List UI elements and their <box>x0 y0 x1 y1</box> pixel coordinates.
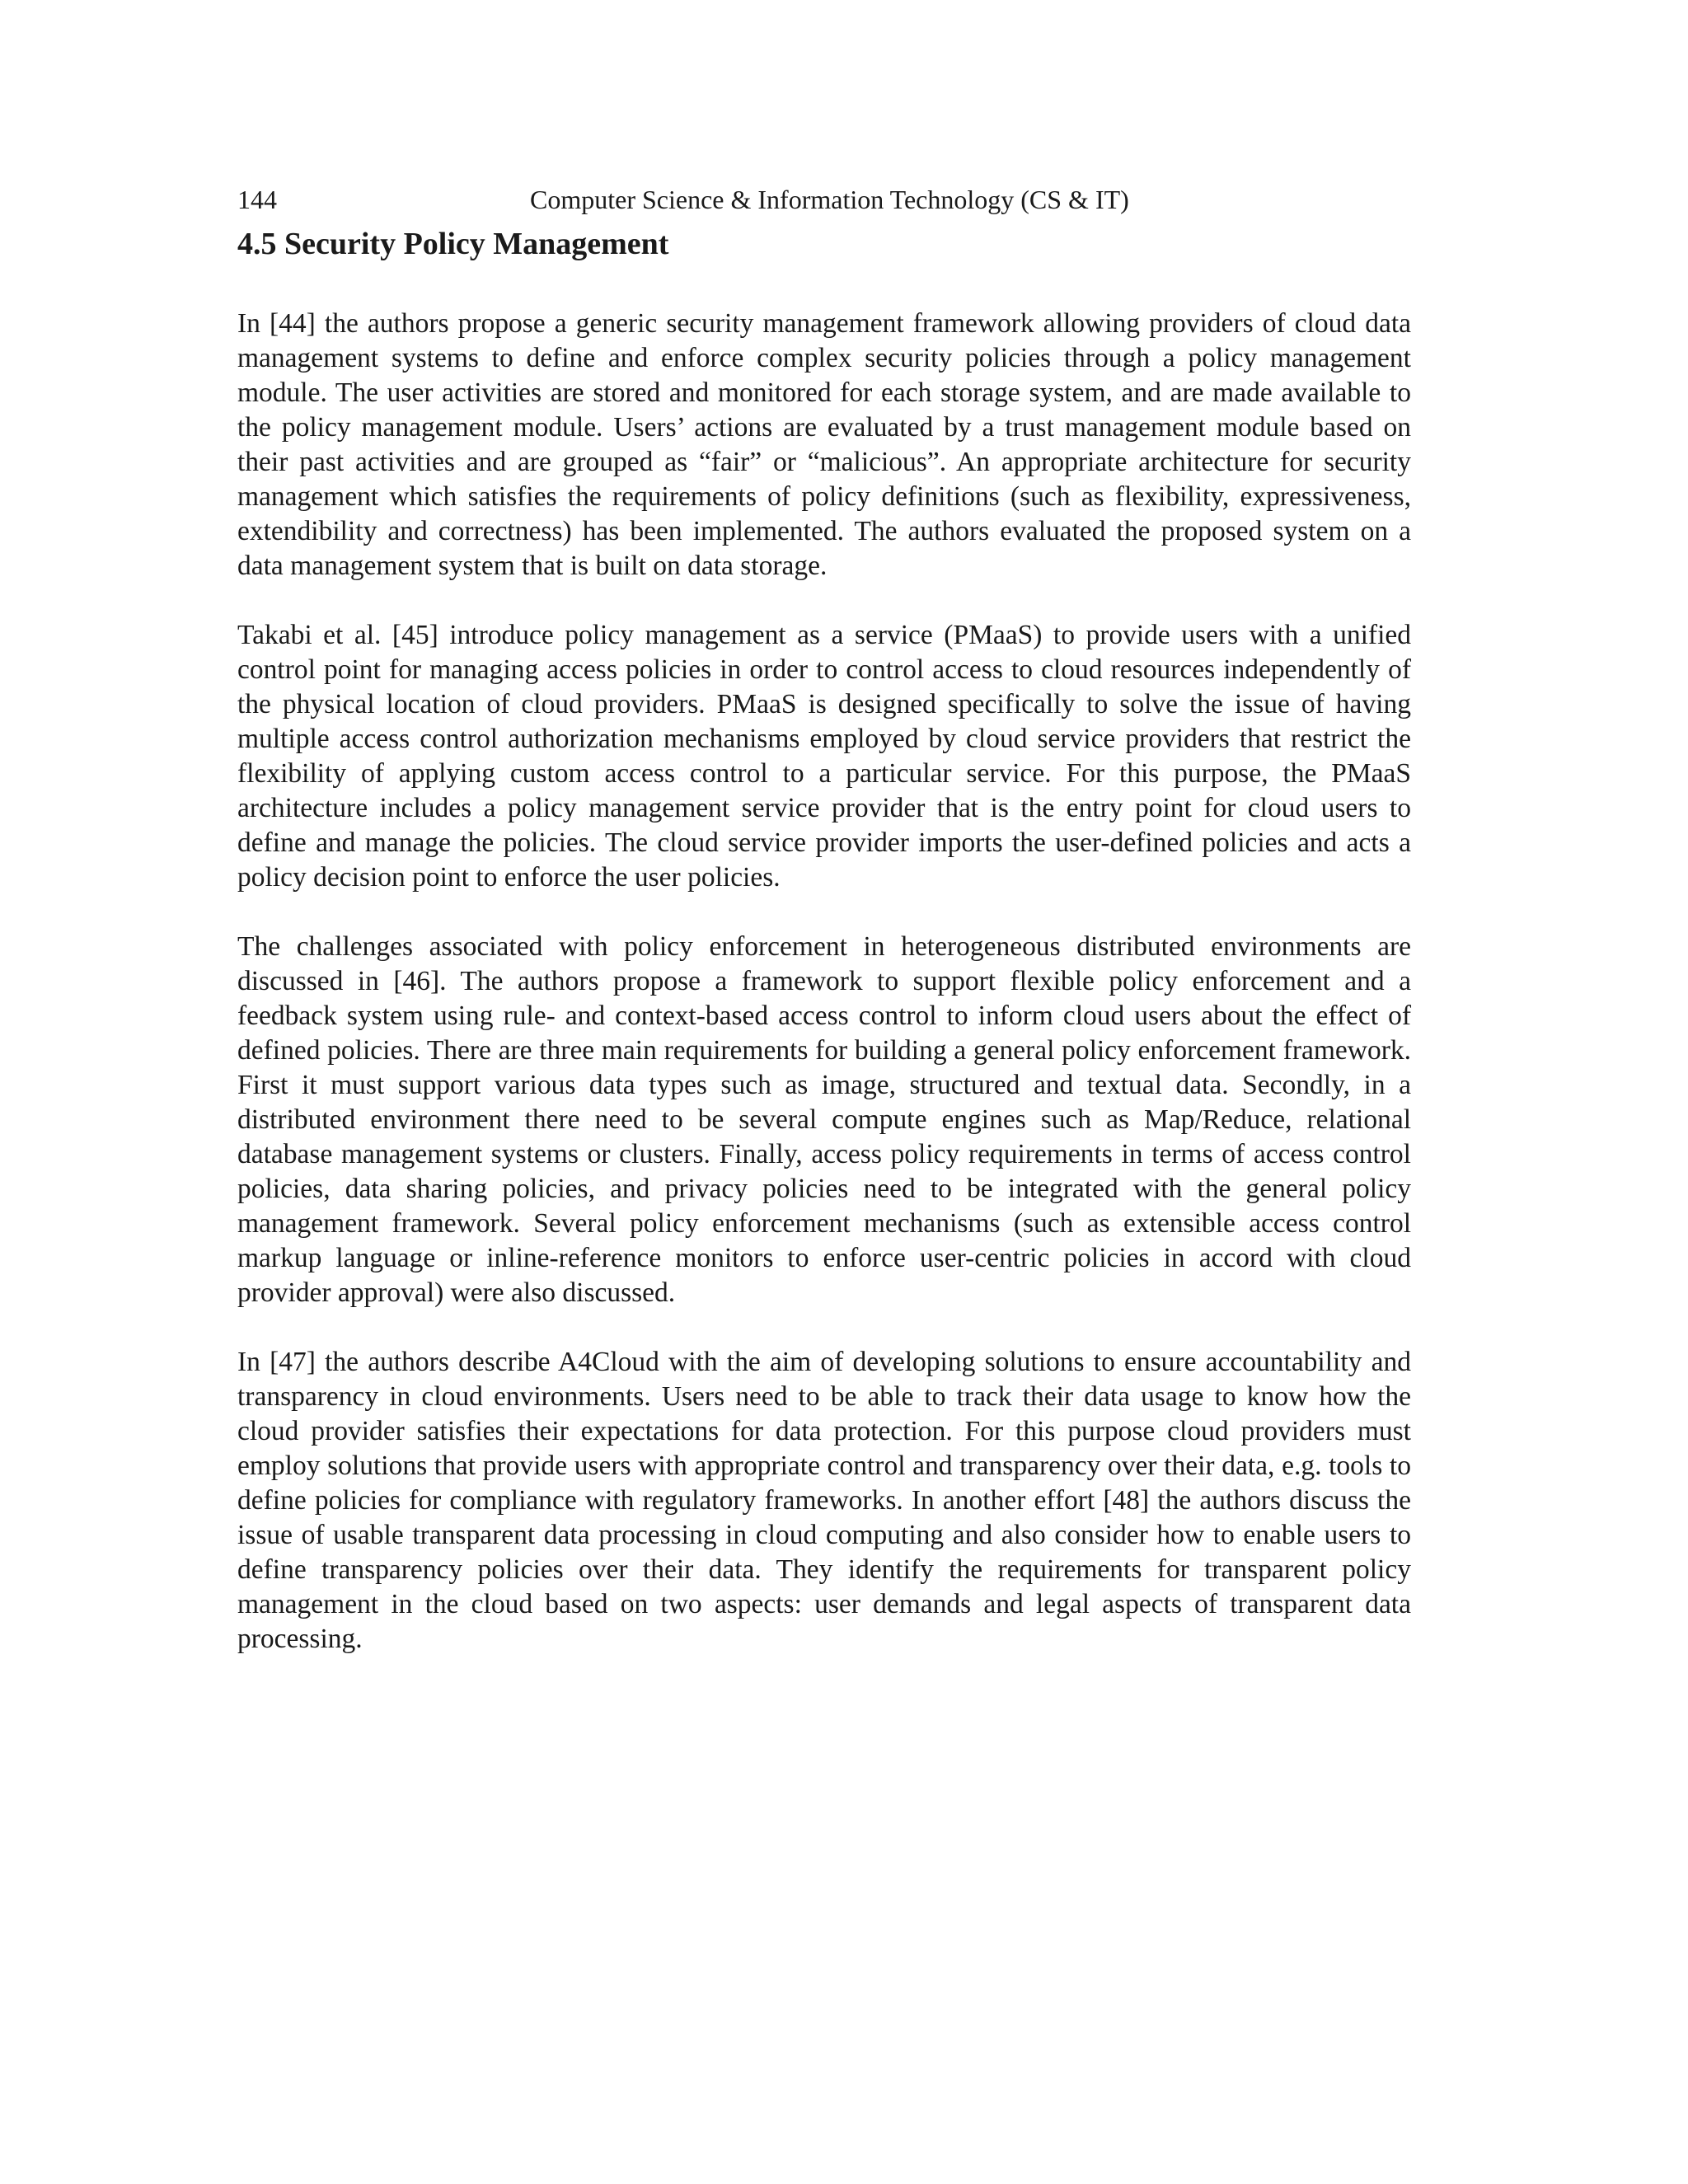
paragraph-3: The challenges associated with policy enforcement in heterogeneous distributed environments are discussed in [46]. The authors propose a framework to support flexible policy enforcement and a feedback system using rule- and context-based access control to inform cloud users about the effect of defined policies. There are three main requirements for building a general policy enforcement framework. First it must support various data types such as image, structured and textual data. Secondly, in a distributed environment there need to be several compute engines such as Map/Reduce, relational database management systems or clusters. Finally, access policy requirements in terms of access control policies, data sharing policies, and privacy policies need to be integrated with the general policy management framework. Several policy enforcement mechanisms (such as extensible access control markup language or inline-reference monitors to enforce user-centric policies in accord with cloud provider approval) were also discussed. <box>237 931 1411 1308</box>
document-page <box>237 180 1411 1691</box>
paragraph-1: In [44] the authors propose a generic security management framework allowing providers of cloud data management systems to define and enforce complex security policies through a policy management module. The user activities are stored and monitored for each storage system, and are made available to the policy management module. Users’ actions are evaluated by a trust management module based on their past activities and are grouped as “fair” or “malicious”. An appropriate architecture for security management which satisfies the requirements of policy definitions (such as flexibility, expressiveness, extendibility and correctness) has been implemented. The authors evaluated the proposed system on a data management system that is built on data storage. <box>237 308 1411 581</box>
paragraph-4: In [47] the authors describe A4Cloud with the aim of developing solutions to ensure accountability and transparency in cloud environments. Users need to be able to track their data usage to know how the cloud provider satisfies their expectations for data protection. For this purpose cloud providers must employ solutions that provide users with appropriate control and transparency over their data, e.g. tools to define policies for compliance with regulatory frameworks. In another effort [48] the authors discuss the issue of usable transparent data processing in cloud computing and also consider how to enable users to define transparency policies over their data. They identify the requirements for transparent policy management in the cloud based on two aspects: user demands and legal aspects of transparent data processing. <box>237 1347 1411 1654</box>
page-number: 144 <box>237 185 277 214</box>
journal-title: Computer Science & Information Technology (CS & IT) <box>530 185 1129 214</box>
running-header <box>237 180 1411 219</box>
section-heading: 4.5 Security Policy Management <box>237 227 669 261</box>
section-body <box>237 307 1411 1657</box>
paragraph-2: Takabi et al. [45] introduce policy management as a service (PMaaS) to provide users with a unified control point for managing access policies in order to control access to cloud resources independently of the physical location of cloud providers. PMaaS is designed specifically to solve the issue of having multiple access control authorization mechanisms employed by cloud service providers that restrict the flexibility of applying custom access control to a particular service. For this purpose, the PMaaS architecture includes a policy management service provider that is the entry point for cloud users to define and manage the policies. The cloud service provider imports the user-defined policies and acts a policy decision point to enforce the user policies. <box>237 620 1411 893</box>
